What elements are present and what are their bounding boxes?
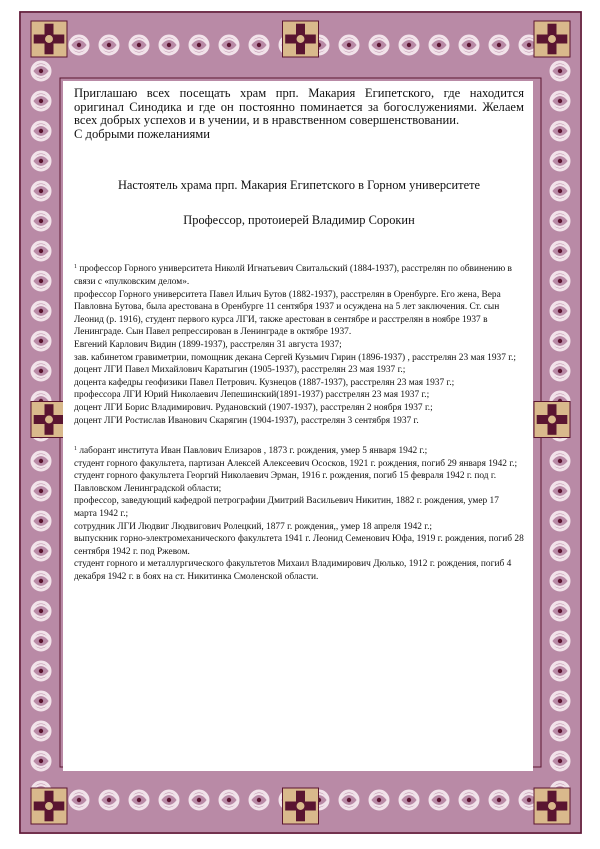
list-item: профессор Горного университета Павел Ильич Бутов (1882-1937), расстрелян в Оренбурге. Его жена, Вера Павловна Бутова, была арестована в Оренбурге 11 сентября 1937 и осуждена на 5 лет заключения. Ст. сын Леонид (р. 1916), студент первого курса ЛГИ, также арестован в сентябре и расстрелян в ноябре 1937 в Ленинграде. Сын Павел репрессирован в Ленинграде в октябре 1937.: [74, 289, 501, 338]
list-item: зав. кабинетом гравиметрии, помощник декана Сергей Кузьмич Гирин (1896-1937) , расстрелян 23 мая 1937 г.;: [74, 352, 516, 363]
list-item: выпускник горно-электромеханического факультета 1941 г. Леонид Семенович Юфа, 1919 г. рождения, погиб 28 сентября 1942 г. под Ржевом.: [74, 534, 524, 557]
intro-closing: С добрыми пожеланиями: [74, 126, 210, 141]
list-item: доцента кафедры геофизики Павел Петрович. Кузнецов (1887-1937), расстрелян 23 мая 1937 г.;: [74, 377, 455, 388]
list-item: доцент ЛГИ Павел Михайлович Каратыгин (1905-1937), расстрелян 23 мая 1937 г.;: [74, 365, 406, 376]
list-item: студент горного факультета, партизан Алексей Алексеевич Ососков, 1921 г. рождения, погиб 29 января 1942 г.;: [74, 458, 518, 469]
list-item: Евгений Карлович Видин (1899-1937), расстрелян 31 августа 1937;: [74, 339, 342, 350]
list-item: сотрудник ЛГИ Людвиг Людвигович Ролецкий, 1877 г. рождения,, умер 18 апреля 1942 г.;: [74, 521, 433, 532]
list-item: $^1$ лаборант института Иван Павлович Елизаров , 1873 г. рождения, умер 5 января 1942 г.;: [74, 446, 428, 457]
footnote-mark: 1: [74, 446, 77, 453]
repressed-list: [74, 263, 524, 583]
intro-paragraph: Приглашаю всех посещать храм прп. Макария Египетского, где находится оригинал Синодика и где он постоянно поминается за богослужениями. Желаем всех добрых успехов и в учении, и в нравственном совершенствовании.: [74, 86, 524, 128]
list-item: профессора ЛГИ Юрий Николаевич Лепешинский(1891-1937) расстрелян 23 мая 1937 г.;: [74, 390, 430, 401]
list-item: $^1$ профессор Горного университета Николй Игнатьевич Свитальский (1884-1937), расстрелян по обвинению в связи с «пулковским делом».: [74, 264, 512, 287]
signature-name: Профессор, протоиерей Владимир Сорокин: [183, 213, 415, 228]
intro-block: [74, 87, 524, 141]
document-text: [74, 87, 524, 584]
list-item: студент горного факультета Георгий Николаевич Эрман, 1916 г. рождения, погиб 15 февраля 1942 г. под г. Павловском Ленинградской области;: [74, 471, 497, 494]
list-item: доцент ЛГИ Ростислав Иванович Скарягин (1904-1937), расстрелян 3 сентября 1937 г.: [74, 415, 419, 426]
list-item: профессор, заведующий кафедрой петрографии Дмитрий Васильевич Никитин, 1882 г. рождения, умер 17 марта 1942 г.;: [74, 496, 499, 520]
list-item: студент горного и металлургического факультетов Михаил Владимирович Дюлько, 1912 г. рождения, погиб 4 декабря 1942 г. в боях на ст. Никитинка Смоленской области.: [74, 559, 512, 583]
footnote-mark: 1: [74, 264, 77, 271]
list-item: доцент ЛГИ Борис Владимирович. Рудановский (1907-1937), расстрелян 2 ноября 1937 г.;: [74, 402, 433, 413]
signature-rector: Настоятель храма прп. Макария Египетского в Горном университете: [117, 178, 481, 193]
